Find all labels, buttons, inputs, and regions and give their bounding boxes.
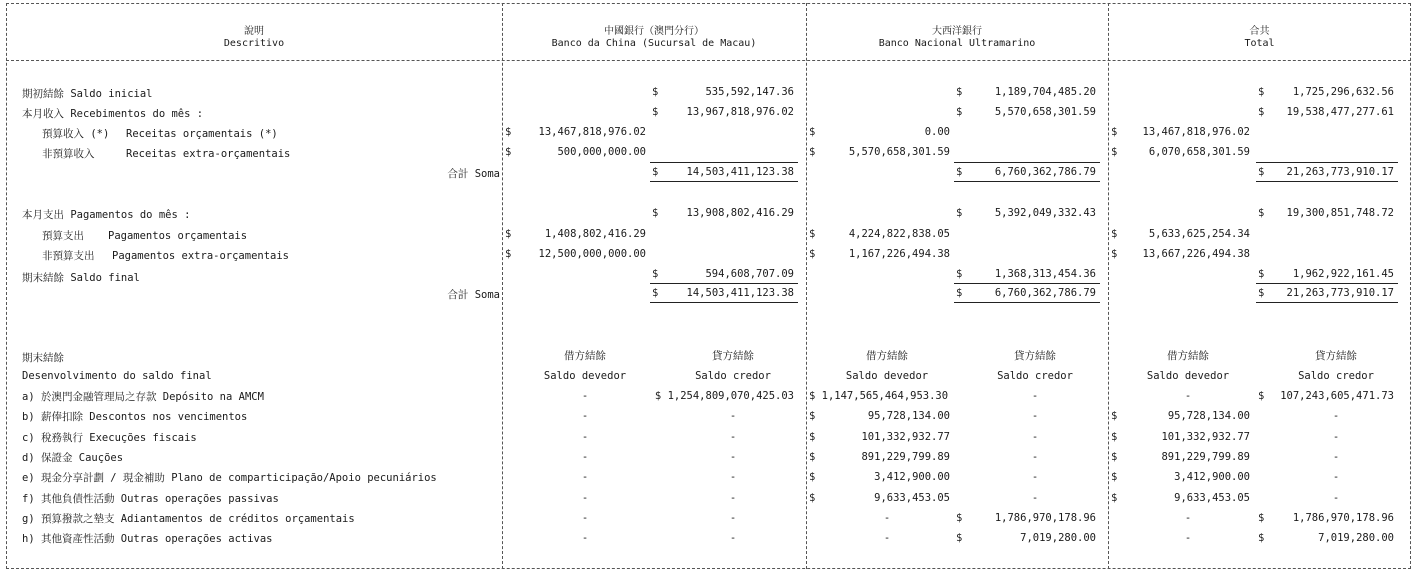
currency-symbol: $ xyxy=(1111,126,1118,138)
rec-orc-bc: 13,467,818,976.02 xyxy=(538,126,646,138)
total-debit-value: 9,633,453.05 xyxy=(1174,492,1250,504)
total-credit-value: 107,243,605,471.73 xyxy=(1280,390,1394,402)
rec-extra-bnu: 5,570,658,301.59 xyxy=(848,146,950,158)
currency-symbol: $ xyxy=(1111,410,1118,422)
total-debit-value: - xyxy=(1184,532,1192,544)
currency-symbol: $ xyxy=(652,268,659,280)
saldo-final-bnu: 1,368,313,454.36 xyxy=(994,268,1096,280)
header-bc-pt: Banco da China (Sucursal de Macau) xyxy=(551,38,757,49)
currency-symbol: $ xyxy=(505,146,512,158)
total-credit-zh: 貸方結餘 xyxy=(1315,350,1357,362)
bc-credit-value: $ 1,254,809,070,425.03 xyxy=(654,390,794,402)
rec-extra-total: 6,070,658,301.59 xyxy=(1148,146,1250,158)
column-divider xyxy=(806,3,807,569)
currency-symbol: $ xyxy=(505,228,512,240)
bc-credit-value: - xyxy=(729,532,737,544)
bnu-credit-value: - xyxy=(1031,410,1039,422)
currency-symbol: $ xyxy=(1258,532,1265,544)
header-bnu-zh: 大西洋銀行 xyxy=(932,26,982,37)
header-total-pt: Total xyxy=(1244,38,1275,49)
total-credit-value: - xyxy=(1332,410,1340,422)
total-credit-value: - xyxy=(1332,431,1340,443)
dev-row-label: h) 其他資產性活動 Outras operações activas xyxy=(22,533,273,545)
dev-row-label: f) 其他負債性活動 Outras operações passivas xyxy=(22,493,279,505)
currency-symbol: $ xyxy=(809,248,816,260)
bc-debit-pt: Saldo devedor xyxy=(543,370,627,382)
currency-symbol: $ xyxy=(1258,512,1265,524)
soma1-total: 21,263,773,910.17 xyxy=(1286,166,1394,178)
currency-symbol: $ xyxy=(652,207,659,219)
currency-symbol: $ xyxy=(956,287,963,299)
sum-underline xyxy=(954,162,1100,163)
total-debit-value: 891,229,799.89 xyxy=(1161,451,1250,463)
currency-symbol: $ xyxy=(956,166,963,178)
total-debit-value: - xyxy=(1184,390,1192,402)
bc-credit-pt: Saldo credor xyxy=(695,370,771,382)
currency-symbol: $ xyxy=(1111,146,1118,158)
currency-symbol: $ xyxy=(1111,471,1118,483)
total-credit-value: - xyxy=(1332,451,1340,463)
currency-symbol: $ xyxy=(809,410,816,422)
currency-symbol: $ xyxy=(1111,248,1118,260)
currency-symbol: $ xyxy=(1258,390,1265,402)
sum-underline xyxy=(954,181,1100,182)
bc-debit-value: - xyxy=(581,512,589,524)
sum-underline xyxy=(1256,181,1398,182)
bnu-credit-pt: Saldo credor xyxy=(997,370,1073,382)
currency-symbol: $ xyxy=(1111,492,1118,504)
dev-row-label: c) 稅務執行 Execuções fiscais xyxy=(22,432,197,444)
total-credit-value: 7,019,280.00 xyxy=(1318,532,1394,544)
dev-row-label: a) 於澳門金融管理局之存款 Depósito na AMCM xyxy=(22,391,264,403)
row-pagamentos-label: 本月支出 Pagamentos do mês : xyxy=(22,209,191,221)
bnu-credit-value: - xyxy=(1031,492,1039,504)
bnu-credit-value: - xyxy=(1031,431,1039,443)
currency-symbol: $ xyxy=(652,166,659,178)
row-rec-orc-label-zh: 預算收入 (*) xyxy=(42,128,110,140)
soma1-bc: 14,503,411,123.38 xyxy=(686,166,794,178)
total-debit-value: 95,728,134.00 xyxy=(1167,410,1250,422)
dev-row-label: d) 保證金 Cauções xyxy=(22,452,124,464)
saldo-inicial-bc: 535,592,147.36 xyxy=(705,86,794,98)
bc-debit-value: - xyxy=(581,532,589,544)
dev-row-label: b) 薪俸扣除 Descontos nos vencimentos xyxy=(22,411,248,423)
sum-underline xyxy=(954,283,1100,284)
soma2-bnu: 6,760,362,786.79 xyxy=(994,287,1096,299)
saldo-final-total: 1,962,922,161.45 xyxy=(1292,268,1394,280)
bc-debit-value: - xyxy=(581,492,589,504)
row-pag-orc-label-pt: Pagamentos orçamentais xyxy=(108,230,248,242)
bnu-debit-pt: Saldo devedor xyxy=(845,370,929,382)
currency-symbol: $ xyxy=(809,146,816,158)
pag-orc-bc: 1,408,802,416.29 xyxy=(544,228,646,240)
bc-debit-value: - xyxy=(581,410,589,422)
sum-underline xyxy=(1256,283,1398,284)
currency-symbol: $ xyxy=(809,492,816,504)
soma2-total: 21,263,773,910.17 xyxy=(1286,287,1394,299)
rec-orc-total: 13,467,818,976.02 xyxy=(1142,126,1250,138)
recebimentos-total: 19,538,477,277.61 xyxy=(1286,106,1394,118)
header-total-zh: 合共 xyxy=(1249,26,1270,37)
dev-title-zh: 期末結餘 xyxy=(22,352,64,364)
bnu-credit-zh: 貸方結餘 xyxy=(1014,350,1056,362)
total-debit-value: - xyxy=(1184,512,1192,524)
recebimentos-bnu: 5,570,658,301.59 xyxy=(994,106,1096,118)
bnu-debit-value: - xyxy=(883,532,891,544)
currency-symbol: $ xyxy=(1258,166,1265,178)
bnu-debit-value: 3,412,900.00 xyxy=(874,471,950,483)
pagamentos-bnu: 5,392,049,332.43 xyxy=(994,207,1096,219)
currency-symbol: $ xyxy=(956,106,963,118)
pagamentos-total: 19,300,851,748.72 xyxy=(1286,207,1394,219)
dev-row-label: g) 預算撥款之墊支 Adiantamentos de créditos orçamentais xyxy=(22,513,355,525)
currency-symbol: $ xyxy=(809,451,816,463)
sum-underline xyxy=(1256,302,1398,303)
pag-orc-total: 5,633,625,254.34 xyxy=(1148,228,1250,240)
recebimentos-bc: 13,967,818,976.02 xyxy=(686,106,794,118)
bnu-credit-value: - xyxy=(1031,390,1039,402)
bnu-debit-value: - xyxy=(883,512,891,524)
bnu-credit-value: 1,786,970,178.96 xyxy=(994,512,1096,524)
rec-extra-bc: 500,000,000.00 xyxy=(557,146,646,158)
bc-debit-value: - xyxy=(581,390,589,402)
bnu-debit-value: $ 1,147,565,464,953.30 xyxy=(809,390,949,402)
bc-debit-value: - xyxy=(581,451,589,463)
currency-symbol: $ xyxy=(1258,268,1265,280)
bnu-credit-value: - xyxy=(1031,471,1039,483)
bc-debit-value: - xyxy=(581,431,589,443)
rec-orc-bnu: 0.00 xyxy=(924,126,950,138)
bnu-debit-value: 95,728,134.00 xyxy=(867,410,950,422)
sum-underline xyxy=(650,162,798,163)
currency-symbol: $ xyxy=(505,126,512,138)
currency-symbol: $ xyxy=(1258,207,1265,219)
sum-underline xyxy=(954,302,1100,303)
currency-symbol: $ xyxy=(956,86,963,98)
header-descr-pt: Descritivo xyxy=(223,38,285,49)
bc-debit-value: - xyxy=(581,471,589,483)
row-saldo-inicial-label: 期初結餘 Saldo inicial xyxy=(22,88,153,100)
pagamentos-bc: 13,908,802,416.29 xyxy=(686,207,794,219)
total-credit-value: - xyxy=(1332,492,1340,504)
soma1-bnu: 6,760,362,786.79 xyxy=(994,166,1096,178)
sum-underline xyxy=(650,302,798,303)
total-debit-zh: 借方結餘 xyxy=(1167,350,1209,362)
bc-credit-value: - xyxy=(729,431,737,443)
row-pag-extra-label-zh: 非預算支出 xyxy=(42,250,95,262)
currency-symbol: $ xyxy=(505,248,512,260)
bc-credit-value: - xyxy=(729,471,737,483)
currency-symbol: $ xyxy=(1111,451,1118,463)
column-divider xyxy=(1108,3,1109,569)
row-rec-extra-label-pt: Receitas extra-orçamentais xyxy=(126,148,291,160)
total-debit-pt: Saldo devedor xyxy=(1146,370,1230,382)
pag-extra-total: 13,667,226,494.38 xyxy=(1142,248,1250,260)
pag-extra-bc: 12,500,000,000.00 xyxy=(538,248,646,260)
bc-credit-zh: 貸方結餘 xyxy=(712,350,754,362)
soma2-bc: 14,503,411,123.38 xyxy=(686,287,794,299)
header-bnu-pt: Banco Nacional Ultramarino xyxy=(878,38,1036,49)
dev-row-label: e) 現金分享計劃 / 現金補助 Plano de comparticipação/Apoio pecuniários xyxy=(22,472,437,484)
saldo-inicial-total: 1,725,296,632.56 xyxy=(1292,86,1394,98)
bnu-credit-value: - xyxy=(1031,451,1039,463)
row-saldo-final-label: 期末結餘 Saldo final xyxy=(22,272,140,284)
bnu-debit-value: 891,229,799.89 xyxy=(861,451,950,463)
bnu-debit-value: 101,332,932.77 xyxy=(861,431,950,443)
row-recebimentos-label: 本月收入 Recebimentos do mês : xyxy=(22,108,204,120)
column-divider xyxy=(502,3,503,569)
currency-symbol: $ xyxy=(809,126,816,138)
header-bc-zh: 中國銀行（澳門分行） xyxy=(604,26,704,37)
row-soma-label: 合計 Soma xyxy=(447,289,500,301)
sum-underline xyxy=(650,181,798,182)
bc-credit-value: - xyxy=(729,451,737,463)
total-credit-pt: Saldo credor xyxy=(1298,370,1374,382)
sum-underline xyxy=(1256,162,1398,163)
row-pag-extra-label-pt: Pagamentos extra-orçamentais xyxy=(112,250,290,262)
currency-symbol: $ xyxy=(956,532,963,544)
currency-symbol: $ xyxy=(809,228,816,240)
currency-symbol: $ xyxy=(809,471,816,483)
currency-symbol: $ xyxy=(1258,106,1265,118)
row-rec-extra-label-zh: 非預算收入 xyxy=(42,148,95,160)
bc-credit-value: - xyxy=(729,410,737,422)
pag-extra-bnu: 1,167,226,494.38 xyxy=(848,248,950,260)
header-descr-zh: 說明 xyxy=(244,26,264,37)
currency-symbol: $ xyxy=(1258,287,1265,299)
saldo-final-bc: 594,608,707.09 xyxy=(705,268,794,280)
currency-symbol: $ xyxy=(1111,228,1118,240)
currency-symbol: $ xyxy=(652,287,659,299)
currency-symbol: $ xyxy=(652,106,659,118)
currency-symbol: $ xyxy=(809,431,816,443)
row-pag-orc-label-zh: 預算支出 xyxy=(42,230,84,242)
currency-symbol: $ xyxy=(1258,86,1265,98)
bnu-debit-zh: 借方結餘 xyxy=(866,350,908,362)
saldo-inicial-bnu: 1,189,704,485.20 xyxy=(994,86,1096,98)
total-credit-value: 1,786,970,178.96 xyxy=(1292,512,1394,524)
bc-debit-zh: 借方結餘 xyxy=(564,350,606,362)
total-debit-value: 101,332,932.77 xyxy=(1161,431,1250,443)
total-credit-value: - xyxy=(1332,471,1340,483)
bc-credit-value: - xyxy=(729,492,737,504)
header-divider xyxy=(6,60,1411,61)
bc-credit-value: - xyxy=(729,512,737,524)
row-soma-label: 合計 Soma xyxy=(447,168,500,180)
sum-underline xyxy=(650,283,798,284)
pag-orc-bnu: 4,224,822,838.05 xyxy=(848,228,950,240)
bnu-debit-value: 9,633,453.05 xyxy=(874,492,950,504)
dev-title-pt: Desenvolvimento do saldo final xyxy=(22,370,212,382)
currency-symbol: $ xyxy=(1111,431,1118,443)
row-rec-orc-label-pt: Receitas orçamentais (*) xyxy=(126,128,278,140)
currency-symbol: $ xyxy=(956,512,963,524)
currency-symbol: $ xyxy=(956,207,963,219)
bnu-credit-value: 7,019,280.00 xyxy=(1020,532,1096,544)
total-debit-value: 3,412,900.00 xyxy=(1174,471,1250,483)
currency-symbol: $ xyxy=(652,86,659,98)
currency-symbol: $ xyxy=(956,268,963,280)
